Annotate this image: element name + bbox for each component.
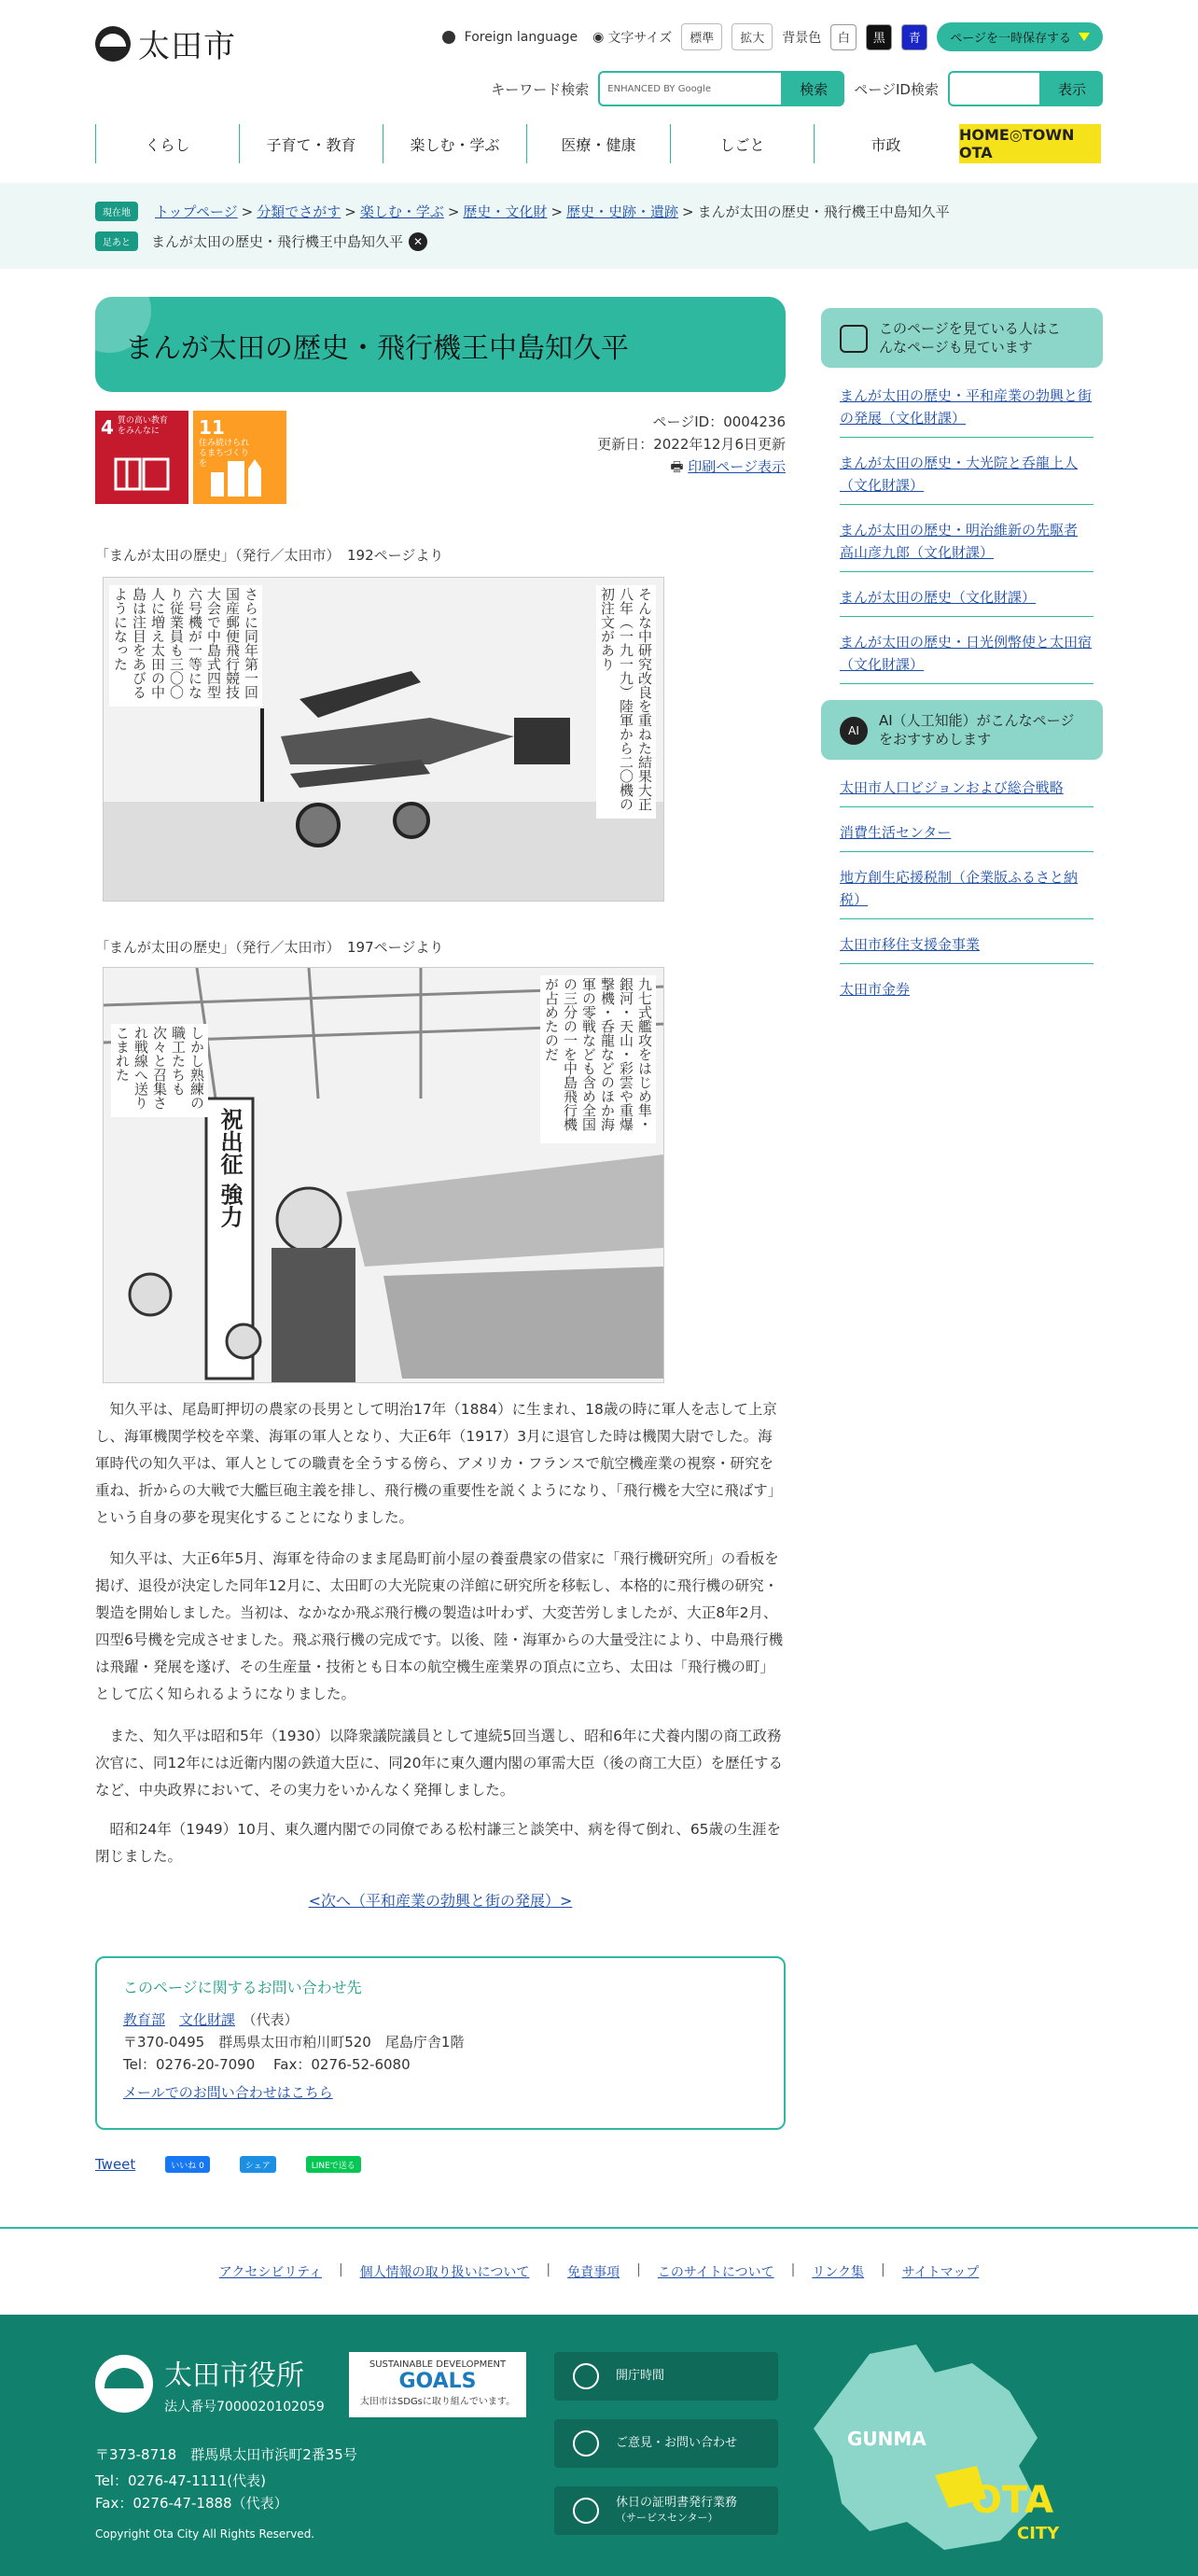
manga2-banner: 祝出征 強力 xyxy=(216,1108,243,1228)
ai-link-5-text[interactable]: 太田市金券 xyxy=(840,981,911,998)
nav-item-tanoshimu[interactable]: 楽しむ・学ぶ xyxy=(383,124,526,163)
related-link-4 xyxy=(840,586,1094,617)
gunma-map xyxy=(795,2335,1112,2559)
footer-link-links[interactable]: リンク集 xyxy=(812,2265,865,2280)
nav-item-kosodate[interactable]: 子育て・教育 xyxy=(239,124,383,163)
hatena-share-button[interactable]: シェア xyxy=(240,2156,276,2173)
holiday-service-button[interactable] xyxy=(554,2486,778,2535)
save-page-label: ページを一時保存する xyxy=(950,32,1071,46)
eye-icon: ◉ xyxy=(592,29,605,45)
footer-sdgs-line2: 太田市はSDGsに取り組んでいます。 xyxy=(359,2397,516,2407)
nav-item-shigoto[interactable]: しごと xyxy=(670,124,814,163)
contact-title: このページに関するお問い合わせ先 xyxy=(123,1979,362,1996)
dept-education-link[interactable]: 教育部 xyxy=(123,2011,166,2028)
ai-link-1 xyxy=(840,777,1094,807)
contact-mail-link[interactable]: メールでのお問い合わせはこちら xyxy=(123,2084,333,2101)
footer-link-sitemap[interactable]: サイトマップ xyxy=(901,2265,980,2280)
map-ota-label: OTA xyxy=(970,2479,1054,2522)
next-page-row xyxy=(95,1889,786,1911)
footer-link-disclaimer[interactable]: 免責事項 xyxy=(567,2265,620,2280)
bg-color-label: 背景色 xyxy=(782,30,822,46)
manga-caption-2: 「まんが太田の歴史」（発行／太田市） 197ページより xyxy=(95,939,444,956)
manga-image-1 xyxy=(103,577,664,902)
opinion-button[interactable] xyxy=(554,2419,778,2468)
footer-corp-number: 法人番号7000020102059 xyxy=(164,2400,325,2415)
pageid-input[interactable] xyxy=(948,71,1041,106)
breadcrumb-sites[interactable]: 歴史・史跡・遺跡 xyxy=(566,203,679,220)
footprint-tag: 足あと xyxy=(95,231,138,251)
nav-item-kurashi[interactable]: くらし xyxy=(95,124,239,163)
dept-culture-link[interactable]: 文化財課 xyxy=(179,2011,236,2028)
site-logo[interactable] xyxy=(95,21,236,66)
save-page-button[interactable] xyxy=(937,22,1103,51)
footer-tel: Tel：0276-47-1111(代表) xyxy=(95,2472,266,2489)
footer-logo xyxy=(95,2352,325,2415)
breadcrumb-top[interactable]: トップページ xyxy=(155,203,238,220)
breadcrumb: 現在地 トップページ > 分類でさがす > 楽しむ・学ぶ > 歴史・文化財 > 歴史・史跡・遺跡 > まんが太田の歴史・飛行機王中島知久平 xyxy=(95,202,950,221)
nav-item-shisei[interactable]: 市政 xyxy=(814,124,957,163)
contact-address: 〒370-0495 群馬県太田市粕川町520 尾島庁舎1階 xyxy=(123,2034,465,2051)
manga1-text-right: そんな中研究改良を重ねた結果大正八年（一九一九）陸軍から二〇機の初注文があり xyxy=(596,585,656,819)
footer-sdgs-badge xyxy=(349,2352,526,2417)
facebook-like-button[interactable]: いいね 0 xyxy=(165,2156,210,2173)
sdg-11-badge xyxy=(193,411,286,504)
next-page-link[interactable]: <次へ（平和産業の勃興と街の発展）> xyxy=(308,1892,573,1910)
bg-white-button[interactable]: 白 xyxy=(830,24,857,50)
holiday-sub-label: （サービスセンター） xyxy=(616,2512,718,2524)
related-link-3 xyxy=(840,519,1094,572)
body-paragraph-1: 知久平は、尾島町押切の農家の長男として明治17年（1884）に生まれ、18歳の時に軍人を志して上京し、海軍機関学校を卒業、海軍の軍人となり、大正6年（1917）3月に退官した時は機関大尉でした。海軍時代の知久平は、軍人としての職責を全うする傍ら、アメリカ・フランスで航空機産業の視察・研究を重ね、折からの大戦で大艦巨砲主義を排し、飛行機の重要性を説くようになり、「飛行機を大空に飛ばす」という自身の夢を現実化することになりました。 xyxy=(95,1401,783,1526)
buildings-icon xyxy=(207,455,272,497)
related-link-4-text[interactable]: まんが太田の歴史（文化財課） xyxy=(840,589,1037,606)
utility-bar xyxy=(442,22,1103,51)
pageid-show-button[interactable]: 表示 xyxy=(1041,71,1103,106)
footer-link-about[interactable]: このサイトについて xyxy=(657,2265,774,2280)
manga-image-2 xyxy=(103,967,664,1383)
people-icon xyxy=(573,2498,599,2524)
sdg-4-number: 4 xyxy=(101,416,114,439)
footer-fax: Fax：0276-47-1888（代表） xyxy=(95,2495,288,2512)
footer-copyright: Copyright Ota City All Rights Reserved. xyxy=(95,2527,315,2541)
map-city-label: CITY xyxy=(1017,2524,1060,2543)
line-share-button[interactable]: LINEで送る xyxy=(306,2156,361,2173)
ai-link-4 xyxy=(840,933,1094,964)
bg-blue-button[interactable]: 青 xyxy=(901,24,927,50)
city-emblem-icon xyxy=(95,26,131,62)
page-title: まんが太田の歴史・飛行機王中島知久平 xyxy=(125,332,629,365)
globe-icon xyxy=(442,31,455,44)
footer-sdgs-line1: SUSTAINABLE DEVELOPMENT xyxy=(369,2359,507,2370)
footer-link-privacy[interactable]: 個人情報の取り扱いについて xyxy=(359,2265,530,2280)
ai-link-4-text[interactable]: 太田市移住支援金事業 xyxy=(840,936,981,953)
bg-black-button[interactable]: 黒 xyxy=(866,24,892,50)
ai-link-2 xyxy=(840,821,1094,852)
triangle-down-icon xyxy=(1079,33,1090,41)
search-row xyxy=(491,71,1103,106)
clock-icon xyxy=(573,2363,599,2389)
body-paragraph-4: 昭和24年（1949）10月、東久邇内閣での同僚である松村謙三と談笑中、病を得て倒れ、65歳の生涯を閉じました。 xyxy=(95,1821,782,1865)
keyword-search-input[interactable]: ENHANCED BY Google xyxy=(598,71,783,106)
footer-contact xyxy=(95,2442,357,2516)
foreign-language-link[interactable]: Foreign language xyxy=(464,29,578,45)
sdg-11-label: 住み続けられるまちづくりを xyxy=(199,439,250,469)
hours-label: 開庁時間 xyxy=(616,2369,665,2383)
manga2-text-right: 九七式艦攻をはじめ隼・銀河・天山・彩雲や重爆撃機・呑龍などのほか海軍の零戦なども含め全国の三分の一を中島飛行機が占めたのだ xyxy=(540,975,656,1143)
manga1-text-left: さらに同年第一回国産郵便飛行競技大会で中島式四型六号機が一等になり従業員も三〇〇人に増え太田の中島は注目をあびるようになった xyxy=(109,585,262,707)
book-icon xyxy=(114,455,170,493)
ai-recommend-title: AI（人工知能）がこんなページをおすすめします xyxy=(879,712,1075,748)
page-id: ページID：0004236 xyxy=(652,413,786,430)
footprint xyxy=(95,231,427,251)
map-gunma-label: GUNMA xyxy=(847,2428,926,2450)
manga2-text-left: しかし熟練の職工たちも次々と召集され戦線へ送りこまれた xyxy=(111,1024,208,1117)
document-icon xyxy=(840,325,868,353)
chat-icon xyxy=(573,2430,599,2457)
ai-link-1-text[interactable]: 太田市人口ビジョンおよび総合戦略 xyxy=(840,779,1064,796)
ai-link-3 xyxy=(840,866,1094,919)
search-button[interactable]: 検索 xyxy=(783,71,844,106)
pageid-search-label: ページID検索 xyxy=(854,80,939,98)
font-size-label: 文字サイズ xyxy=(607,30,673,46)
breadcrumb-category[interactable]: 分類でさがす xyxy=(257,203,341,220)
ai-link-2-text[interactable]: 消費生活センター xyxy=(840,824,952,841)
sdg-4-label: 質の高い教育をみんなに xyxy=(117,416,168,436)
footer-emblem-icon xyxy=(95,2355,153,2413)
related-link-5-text[interactable]: まんが太田の歴史・日光例幣使と太田宿（文化財課） xyxy=(840,634,1093,673)
ai-recommend-header xyxy=(821,700,1103,760)
font-standard-button[interactable]: 標準 xyxy=(681,23,722,50)
printer-icon: 🖶 xyxy=(670,458,684,475)
ai-icon: AI xyxy=(840,717,868,745)
breadcrumb-current: まんが太田の歴史・飛行機王中島知久平 xyxy=(697,203,950,220)
page-meta xyxy=(597,411,786,478)
tweet-link[interactable]: Tweet xyxy=(95,2156,136,2173)
holiday-label: 休日の証明書発行業務 xyxy=(616,2496,738,2510)
print-link[interactable]: 印刷ページ表示 xyxy=(688,458,786,475)
related-link-2-text[interactable]: まんが太田の歴史・大光院と呑龍上人（文化財課） xyxy=(840,455,1079,494)
global-nav xyxy=(95,124,1103,163)
footer-divider xyxy=(0,2227,1198,2229)
breadcrumb-band xyxy=(0,183,1198,269)
page-title-box xyxy=(95,297,786,392)
contact-phone: Tel：0276-20-7090 Fax：0276-52-6080 xyxy=(123,2056,411,2073)
related-link-1 xyxy=(840,385,1094,438)
sdg-4-badge xyxy=(95,411,188,504)
ai-link-5 xyxy=(840,978,1094,1008)
site-name: 太田市 xyxy=(138,28,236,65)
opinion-label: ご意見・お問い合わせ xyxy=(616,2436,738,2450)
close-icon[interactable]: ✕ xyxy=(409,232,427,251)
footer-address: 〒373-8718 群馬県太田市浜町2番35号 xyxy=(95,2446,357,2463)
current-location-tag: 現在地 xyxy=(95,202,138,221)
breadcrumb-history[interactable]: 歴史・文化財 xyxy=(463,203,548,220)
contact-box xyxy=(95,1956,786,2130)
related-link-3-text[interactable]: まんが太田の歴史・明治維新の先駆者 高山彦九郎（文化財課） xyxy=(840,522,1079,561)
font-large-button[interactable]: 拡大 xyxy=(731,23,773,50)
dept-note: （代表） xyxy=(249,2011,299,2028)
related-pages-header xyxy=(821,308,1103,368)
keyword-search-label: キーワード検索 xyxy=(491,80,590,98)
sdg-11-number: 11 xyxy=(199,416,225,439)
footer-sdgs-goals: GOALS xyxy=(398,2370,477,2393)
manga-caption-1: 「まんが太田の歴史」（発行／太田市） 192ページより xyxy=(95,547,444,564)
updated-date: 更新日：2022年12月6日更新 xyxy=(597,436,786,453)
ai-link-3-text[interactable]: 地方創生応援税制（企業版ふるさと納税） xyxy=(840,869,1079,908)
related-link-5 xyxy=(840,631,1094,684)
related-link-1-text[interactable]: まんが太田の歴史・平和産業の勃興と街の発展（文化財課） xyxy=(840,387,1093,427)
share-bar xyxy=(95,2156,361,2173)
hours-button[interactable] xyxy=(554,2352,778,2401)
footer-office-name: 太田市役所 xyxy=(164,2359,304,2392)
hometown-ota-banner[interactable]: HOME◎TOWN OTA xyxy=(959,124,1101,163)
related-pages-title: このページを見ている人はこんなページも見ています xyxy=(879,320,1061,356)
body-paragraph-3: また、知久平は昭和5年（1930）以降衆議院議員として連続5回当選し、昭和6年に犬養内閣の商工政務次官に、同12年には近衛内閣の鉄道大臣に、同20年に東久邇内閣の軍需大臣（後の商工大臣）を歴任するなど、中央政界において、その実力をいかんなく発揮しました。 xyxy=(95,1728,783,1799)
body-paragraph-2: 知久平は、大正6年5月、海軍を待命のまま尾島町前小屋の養蚕農家の借家に「飛行機研究所」の看板を掲げ、退役が決定した同年12月に、太田町の大光院東の洋館に研究所を移転し、本格的に飛行機の研究・製造を開始しました。当初は、なかなか飛ぶ飛行機の製造は叶わず、大変苦労しましたが、大正8年2月、四型6号機を完成させました。飛ぶ飛行機の完成です。以後、陸・海軍からの大量受注により、中島飛行機は飛躍・発展を遂げ、その生産量・技術とも日本の航空機生産業界の頂点に立ち、太田は「飛行機の町」として広く知られるようになりました。 xyxy=(95,1550,784,1702)
nav-item-iryou[interactable]: 医療・健康 xyxy=(526,124,670,163)
related-link-2 xyxy=(840,452,1094,505)
footer-links: アクセシビリティ | 個人情報の取り扱いについて | 免責事項 | このサイトについて | リンク集 | サイトマップ xyxy=(218,2262,980,2280)
footprint-item[interactable]: まんが太田の歴史・飛行機王中島知久平 xyxy=(151,233,404,250)
breadcrumb-tanoshimu[interactable]: 楽しむ・学ぶ xyxy=(359,203,444,220)
footer-link-accessibility[interactable]: アクセシビリティ xyxy=(218,2265,322,2280)
